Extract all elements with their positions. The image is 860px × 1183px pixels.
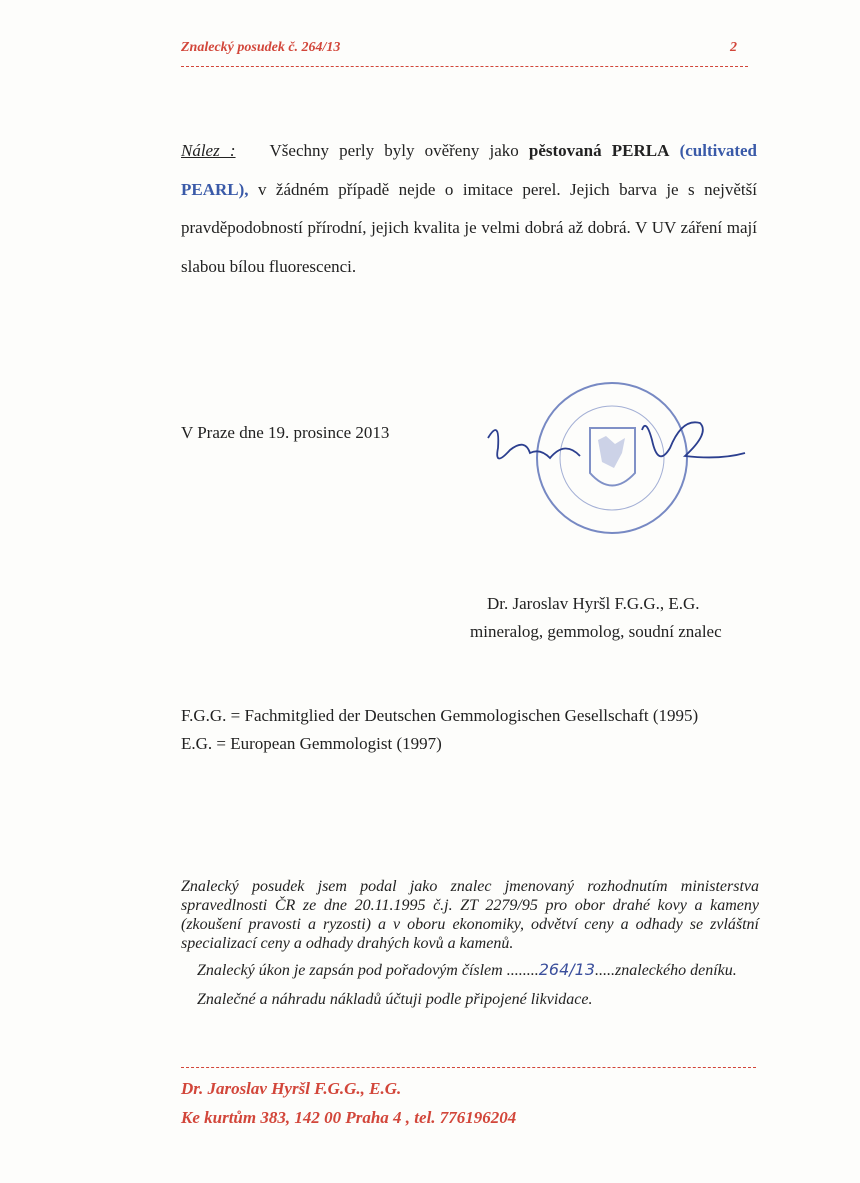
finding-paragraph [181,132,757,286]
registry-line: Znalecký úkon je zapsán pod pořadovým číslem ........264/13.....znaleckého deníku. [197,960,737,979]
footer-address: Ke kurtům 383, 142 00 Praha 4 , tel. 776196204 [181,1108,517,1127]
registry-dots: ........ [506,962,539,979]
page-number: 2 [730,40,737,55]
abbr-meaning: European Gemmologist (1997) [230,734,442,753]
signatory-role: mineralog, gemmolog, soudní znalec [470,622,722,641]
official-stamp [470,378,760,548]
finding-text-2: v žádném případě nejde o imitace perel. Jejich barva je s největší pravděpodobností přírodní, jejich kvalita je velmi dobrá až dobrá. V UV záření mají slabou bílou fluorescenci. [181,179,757,276]
abbreviation-fgg [181,706,698,726]
finding-blue: (cultivated PEARL), [181,141,757,199]
registry-suffix: znaleckého deníku. [615,962,737,979]
registry-number: 264/13 [538,960,596,979]
signatory-name: Dr. Jaroslav Hyršl F.G.G., E.G. [487,594,700,613]
registry-prefix: Znalecký úkon je zapsán pod pořadovým číslem [197,962,507,979]
abbr-term: F.G.G. = [181,706,241,725]
header-title: Znalecký posudek č. 264/13 [181,40,341,55]
abbr-meaning: Fachmitglied der Deutschen Gemmologischen Gesellschaft (1995) [244,706,699,725]
footer-divider [181,1067,756,1068]
fees-line: Znalečné a náhradu nákladů účtuji podle připojené likvidace. [197,991,593,1008]
legal-statement: Znalecký posudek jsem podal jako znalec jmenovaný rozhodnutím ministerstva spravedlnosti ČR ze dne 20.11.1995 č.j. ZT 2279/95 pro obor drahé kovy a kameny (zkoušení pravosti a ryzosti) a v oboru ekonomiky, odvětví ceny a odhady se zvláštní specializací ceny a odhady drahých kovů a kamenů. [181,878,759,952]
abbr-term: E.G. = [181,734,226,753]
finding-text-1: Všechny perly byly ověřeny jako [269,141,529,160]
finding-label: Nález : [181,141,236,160]
place-date: V Praze dne 19. prosince 2013 [181,423,390,442]
header-divider [181,66,748,67]
footer-name: Dr. Jaroslav Hyršl F.G.G., E.G. [181,1079,402,1098]
finding-bold: pěstovaná PERLA [528,141,670,160]
abbreviation-eg [181,734,442,754]
